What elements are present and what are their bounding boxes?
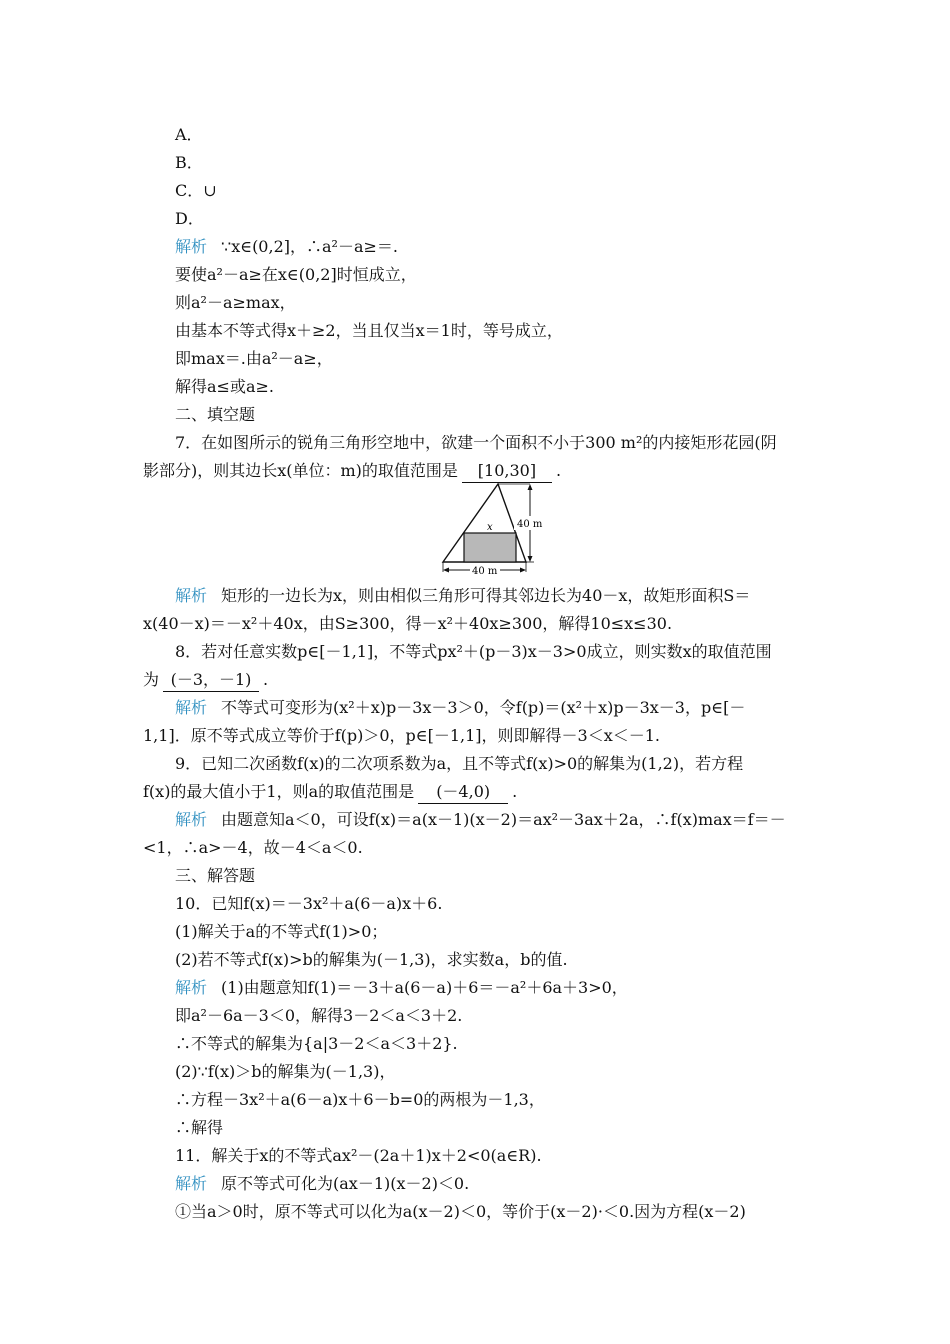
q10-solution-line-6: ∴解得 — [175, 1118, 224, 1137]
height-arrow-bottom — [528, 556, 533, 562]
q6-solution-line-2: 要使a²－a≥在x∈(0,2]时恒成立， — [175, 265, 417, 284]
q8-solution-line-1: 解析 不等式可变形为(x²＋x)p－3x－3＞0，令f(p)＝(x²＋x)p－3x－3，p∈[－ — [175, 698, 746, 717]
q6-solution-line-1: 解析 ∵x∈(0,2]，∴a²－a≥＝. — [175, 237, 398, 256]
base-label: 40 m — [472, 566, 498, 577]
q10-solution-line-2: 即a²－6a－3＜0，解得3－2＜a＜3＋2. — [175, 1006, 463, 1025]
q7-answer: [10,30] — [462, 460, 552, 483]
q7-triangle-figure — [438, 478, 550, 578]
q9-text-line-2: f(x)的最大值小于1，则a的取值范围是 (－4,0) . — [143, 781, 517, 805]
option-b: B． — [175, 153, 203, 172]
q10-text-line-2: (1)解关于a的不等式f(1)>0； — [175, 922, 388, 941]
q7-text-line-2: 影部分)，则其边长x(单位：m)的取值范围是 [10,30] . — [143, 460, 561, 484]
q8-text-line-2: 为 (－3，－1) . — [143, 669, 268, 693]
q6-solution-line-6: 解得a≤或a≥. — [175, 377, 274, 396]
q7-solution-line-2: x(40－x)＝－x²＋40x，由S≥300，得－x²＋40x≥300，解得10≤x≤30. — [143, 614, 673, 633]
q9-answer: (－4,0) — [418, 781, 508, 804]
analysis-tag: 解析 — [175, 978, 208, 997]
analysis-tag: 解析 — [175, 237, 208, 256]
q9-solution-line-1: 解析 由题意知a＜0，可设f(x)＝a(x－1)(x－2)＝ax²－3ax＋2a，∴f(x)max＝f＝－ — [175, 810, 786, 829]
q7-solution-line-1: 解析 矩形的一边长为x，则由相似三角形可得其邻边长为40－x，故矩形面积S＝ — [175, 586, 751, 605]
q11-solution-line-1: 解析 原不等式可化为(ax－1)(x－2)＜0. — [175, 1174, 470, 1193]
q6-solution-line-3: 则a²－a≥max， — [175, 293, 296, 312]
q8-answer: (－3，－1) — [163, 669, 259, 692]
q10-solution-line-4: (2)∵f(x)＞b的解集为(－1,3)， — [175, 1062, 396, 1081]
height-label: 40 m — [517, 519, 543, 530]
analysis-tag: 解析 — [175, 586, 208, 605]
height-arrow-top — [528, 484, 533, 490]
q11-text-line-1: 11．解关于x的不等式ax²－(2a＋1)x＋2<0(a∈R). — [175, 1146, 542, 1165]
analysis-tag: 解析 — [175, 698, 208, 717]
q10-solution-line-5: ∴方程－3x²＋a(6－a)x＋6－b=0的两根为－1,3， — [175, 1090, 545, 1109]
q10-solution-line-1: 解析 (1)由题意知f(1)＝－3＋a(6－a)＋6＝－a²＋6a＋3>0， — [175, 978, 628, 997]
q7-text-line-1: 7．在如图所示的锐角三角形空地中，欲建一个面积不小于300 m²的内接矩形花园(阴 — [175, 433, 777, 452]
q10-text-line-3: (2)若不等式f(x)>b的解集为(－1,3)，求实数a，b的值. — [175, 950, 568, 969]
q6-solution-line-5: 即max＝.由a²－a≥， — [175, 349, 333, 368]
q9-text-line-1: 9．已知二次函数f(x)的二次项系数为a，且不等式f(x)>0的解集为(1,2)，若方程 — [175, 754, 744, 773]
q11-solution-line-2: ①当a＞0时，原不等式可以化为a(x－2)＜0，等价于(x－2)·＜0.因为方程(x－2) — [175, 1202, 746, 1221]
base-arrow-left — [443, 568, 449, 573]
q8-text-line-1: 8．若对任意实数p∈[－1,1]，不等式px²＋(p－3)x－3>0成立，则实数x的取值范围 — [175, 642, 772, 661]
q10-text-line-1: 10．已知f(x)＝－3x²＋a(6－a)x＋6. — [175, 894, 443, 913]
q6-solution-line-4: 由基本不等式得x＋≥2，当且仅当x＝1时，等号成立， — [175, 321, 563, 340]
base-arrow-right — [520, 568, 526, 573]
analysis-tag: 解析 — [175, 810, 208, 829]
triangle-diagram — [438, 478, 550, 578]
section-heading-problems: 三、解答题 — [175, 866, 256, 885]
section-heading-fill-in: 二、填空题 — [175, 405, 256, 424]
inscribed-rectangle — [464, 533, 516, 562]
analysis-tag: 解析 — [175, 1174, 208, 1193]
q9-solution-line-2: <1，∴a>－4，故－4＜a＜0. — [143, 838, 363, 857]
side-x-label: x — [487, 522, 493, 533]
q10-solution-line-3: ∴不等式的解集为{a|3－2＜a＜3＋2}. — [175, 1034, 458, 1053]
q8-solution-line-2: 1,1]．原不等式成立等价于f(p)＞0，p∈[－1,1]，则即解得－3＜x＜－1. — [143, 726, 661, 745]
option-d: D． — [175, 209, 204, 228]
option-c: C．∪ — [175, 181, 217, 200]
option-a: A． — [175, 125, 203, 144]
